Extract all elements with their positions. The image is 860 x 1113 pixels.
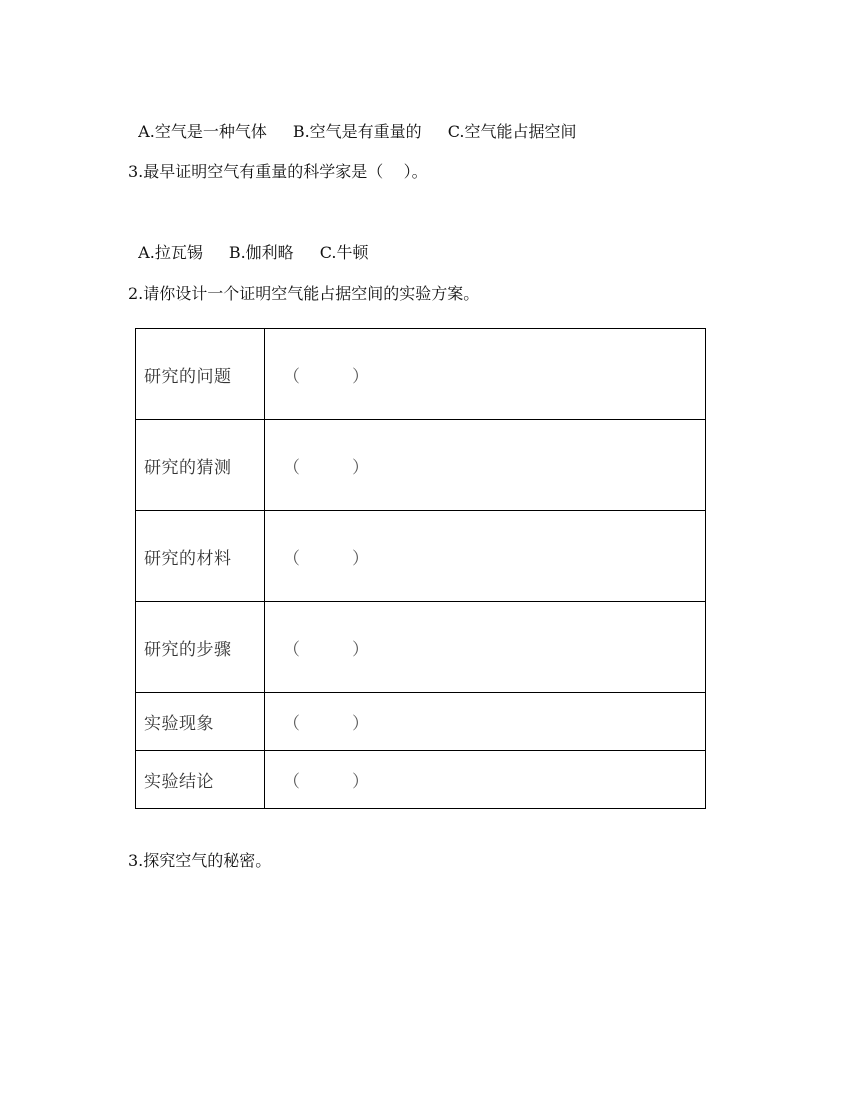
option-c: C.空气能占据空间 <box>447 122 577 141</box>
row-label: 实验结论 <box>136 751 265 809</box>
option-a: A.拉瓦锡 <box>138 243 203 262</box>
answer-blank[interactable] <box>265 329 706 420</box>
row-label: 研究的材料 <box>136 511 265 602</box>
prev-question-options <box>128 102 576 142</box>
experiment-plan-table <box>135 328 706 809</box>
option-b: B.伽利略 <box>228 243 294 262</box>
question-3-options <box>128 223 368 263</box>
paren-pair: （ ） <box>283 457 369 478</box>
paren-pair: （ ） <box>283 772 369 792</box>
paren-pair: （ ） <box>283 714 369 734</box>
row-label: 研究的步骤 <box>136 602 265 693</box>
table-row <box>136 329 706 420</box>
answer-blank[interactable] <box>265 511 706 602</box>
table-row <box>136 602 706 693</box>
option-b: B.空气是有重量的 <box>292 122 422 141</box>
table-row <box>136 693 706 751</box>
paren-pair: （ ） <box>283 548 369 569</box>
row-label: 研究的猜测 <box>136 420 265 511</box>
question-2-stem: 2.请你设计一个证明空气能占据空间的实验方案。 <box>128 284 480 303</box>
paren-pair: （ ） <box>283 366 369 387</box>
answer-blank[interactable] <box>265 602 706 693</box>
table-row <box>136 751 706 809</box>
question-3b-stem: 3.探究空气的秘密。 <box>128 851 272 870</box>
table-row <box>136 420 706 511</box>
answer-blank[interactable] <box>265 693 706 751</box>
row-label: 研究的问题 <box>136 329 265 420</box>
paren-pair: （ ） <box>283 639 369 660</box>
answer-blank[interactable] <box>265 420 706 511</box>
option-c: C.牛顿 <box>319 243 369 262</box>
option-a: A.空气是一种气体 <box>138 122 267 141</box>
row-label: 实验现象 <box>136 693 265 751</box>
question-3-stem: 3.最早证明空气有重量的科学家是（ ）。 <box>128 162 428 181</box>
table-row <box>136 511 706 602</box>
answer-blank[interactable] <box>265 751 706 809</box>
